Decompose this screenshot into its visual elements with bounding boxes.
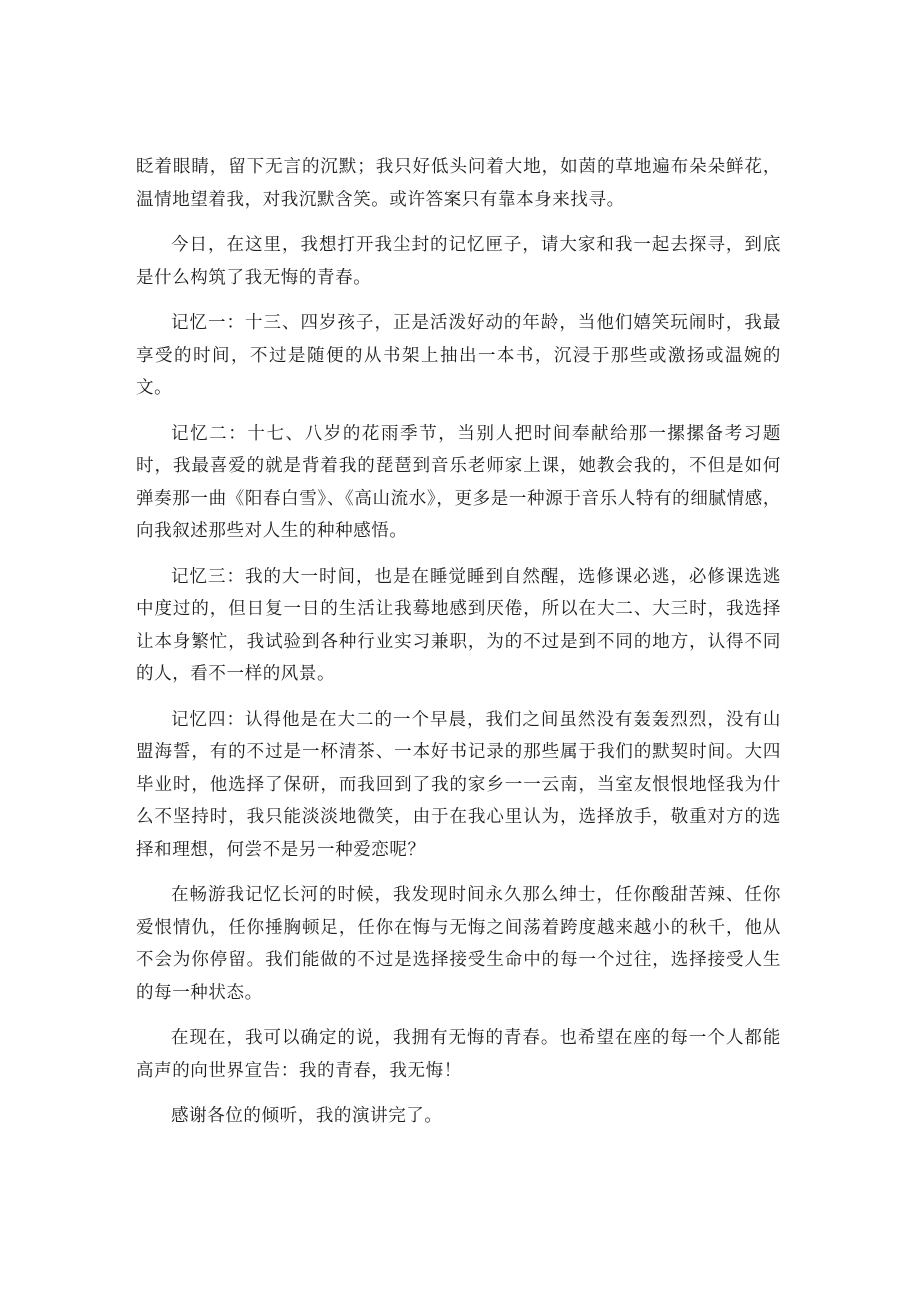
paragraph-declaration: 在现在，我可以确定的说，我拥有无悔的青春。也希望在座的每一个人都能高声的向世界宣告：我的青春，我无悔！ — [136, 1028, 781, 1081]
paragraph-memory-four: 记忆四：认得他是在大二的一个早晨，我们之间虽然没有轰轰烈烈，没有山盟海誓，有的不过是一杯清茶、一本好书记录的那些属于我们的默契时间。大四毕业时，他选择了保研，而我回到了我的家乡一一云南，当室友恨恨地怪我为什么不坚持时，我只能淡淡地微笑，由于在我心里认为，选择放手，敬重对方的选择和理想，何尝不是另一种爱恋呢？ — [136, 709, 781, 860]
speech-body — [136, 151, 781, 1146]
paragraph-closing: 感谢各位的倾听，我的演讲完了。 — [171, 1106, 443, 1126]
paragraph-continued: 眨着眼睛，留下无言的沉默；我只好低头问着大地，如茵的草地遍布朵朵鲜花，温情地望着我，对我沉默含笑。或许答案只有靠本身来找寻。 — [136, 157, 781, 210]
paragraph-memory-three: 记忆三：我的大一时间，也是在睡觉睡到自然醒，选修课必逃，必修课选逃中度过的，但日复一日的生活让我蓦地感到厌倦，所以在大二、大三时，我选择让本身繁忙，我试验到各种行业实习兼职，为的不过是到不同的地方，认得不同的人，看不一样的风景。 — [136, 566, 781, 684]
paragraph-memory-two: 记忆二：十七、八岁的花雨季节，当别人把时间奉献给那一摞摞备考习题时，我最喜爱的就是背着我的琵琶到音乐老师家上课，她教会我的，不但是如何弹奏那一曲《阳春白雪》、《高山流水》，更多是一种源于音乐人特有的细腻情感，向我叙述那些对人生的种种感悟。 — [136, 423, 781, 541]
paragraph-reflection: 在畅游我记忆长河的时候，我发现时间永久那么绅士，任你酸甜苦辣、任你爱恨情仇，任你捶胸顿足，任你在悔与无悔之间荡着跨度越来越小的秋千，他从不会为你停留。我们能做的不过是选择接受生命中的每一个过往，选择接受人生的每一种状态。 — [136, 885, 781, 1003]
paragraph-intro: 今日，在这里，我想打开我尘封的记忆匣子，请大家和我一起去探寻，到底是什么构筑了我无悔的青春。 — [136, 235, 781, 288]
paragraph-memory-one: 记忆一：十三、四岁孩子，正是活泼好动的年龄，当他们嬉笑玩闹时，我最享受的时间，不过是随便的从书架上抽出一本书，沉浸于那些或激扬或温婉的文。 — [136, 313, 781, 398]
